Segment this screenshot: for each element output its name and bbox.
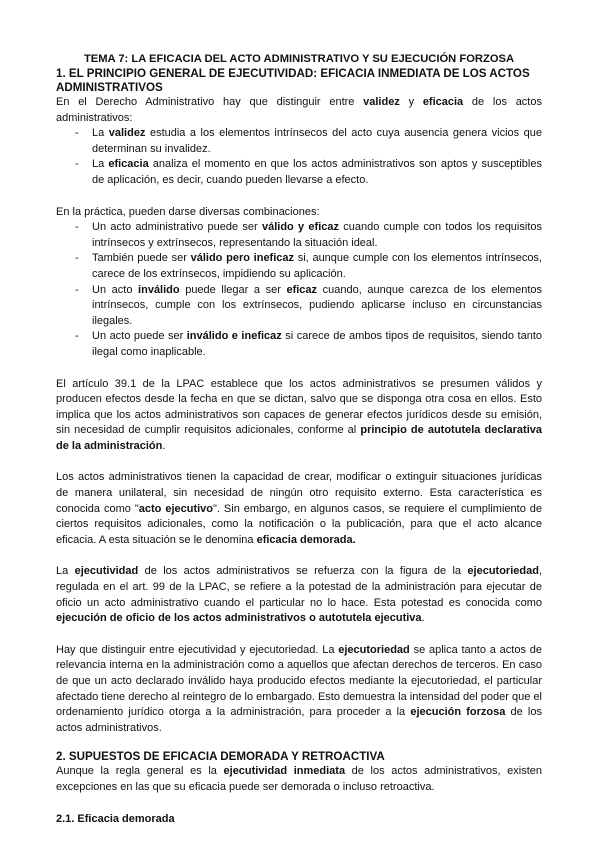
article-39-paragraph: El artículo 39.1 de la LPAC establece que los actos administrativos se presumen válidos y producen efectos desde la fecha en que se dictan, salvo que se disponga otra cosa en ellos. Esto implica que los actos administrativos son capaces de generar efectos jurídicos desde su emisión, sin necesidad de cumplir requisitos adicionales, conforme al principio de autotutela declarativa de la administración.: [56, 377, 542, 452]
combinations-list: [56, 220, 542, 360]
subsection-2-1-heading: 2.1. Eficacia demorada: [56, 812, 175, 825]
list-item: - La validez estudia a los elementos intrínsecos del acto cuya ausencia genera vicios que determinan su invalidez.: [75, 127, 542, 155]
validity-list: [56, 126, 542, 188]
list-item: - Un acto administrativo puede ser válido y eficaz cuando cumple con todos los requisitos intrínsecos y extrínsecos, representando la situación ideal.: [75, 221, 542, 249]
ejecutividad-paragraph: La ejecutividad de los actos administrativos se refuerza con la figura de la ejecutoriedad, regulada en el art. 99 de la LPAC, se refiere a la potestad de la administración para ejecutar de oficio un acto administrativo cuando el particular no lo hace. Esta potestad es conocida como ejecución de oficio de los actos administrativos o autotutela ejecutiva.: [56, 565, 542, 625]
combinations-intro: En la práctica, pueden darse diversas combinaciones:: [56, 205, 320, 218]
section-1-heading: 1. EL PRINCIPIO GENERAL DE EJECUTIVIDAD: EFICACIA INMEDIATA DE LOS ACTOS ADMINISTRATIVOS: [56, 67, 530, 94]
list-item: - Un acto inválido puede llegar a ser eficaz cuando, aunque carezca de los elementos intrínsecos, cumple con los extrínsecos, pudiendo aplicarse incluso en circunstancias ilegales.: [75, 283, 543, 327]
list-item: - También puede ser válido pero ineficaz si, aunque cumple con los elementos intrínsecos, carece de los extrínsecos, impidiendo su aplicación.: [75, 252, 542, 280]
ejecutoriedad-paragraph: Hay que distinguir entre ejecutividad y ejecutoriedad. La ejecutoriedad se aplica tanto a actos de relevancia interna en la administración como a aquellos que afectan derechos de terceros. En caso de que un acto declarado inválido haya producido efectos mediante la ejecutoriedad, el particular afectado tiene derecho al reintegro de lo embargado. Esto demuestra la intensidad del poder que el ordenamiento jurídico otorga a la administración, para proceder a la ejecución forzosa de los actos administrativos.: [56, 643, 542, 734]
intro-paragraph: En el Derecho Administrativo hay que distinguir entre validez y eficacia de los actos administrativos:: [56, 96, 542, 124]
document-title: TEMA 7: LA EFICACIA DEL ACTO ADMINISTRATIVO Y SU EJECUCIÓN FORZOSA: [83, 53, 515, 65]
section-2-intro: Aunque la regla general es la ejecutividad inmediata de los actos administrativos, existen excepciones en las que su eficacia puede ser demorada o incluso retroactiva.: [56, 765, 542, 793]
list-item: - La eficacia analiza el momento en que los actos administrativos son aptos y susceptibles de aplicación, es decir, cuando pueden llevarse a efecto.: [75, 158, 542, 186]
document-page: [56, 52, 542, 826]
list-item: - Un acto puede ser inválido e ineficaz si carece de ambos tipos de requisitos, siendo tanto ilegal como inaplicable.: [75, 330, 543, 358]
acto-ejecutivo-paragraph: Los actos administrativos tienen la capacidad de crear, modificar o extinguir situaciones jurídicas de manera unilateral, sin necesidad de ningún otro requisito externo. Esta característica es conocida como "acto ejecutivo". Sin embargo, en algunos casos, se requiere el cumplimiento de ciertos requisitos adicionales, como la notificación o la publicación, para que el acto alcance eficacia. A esta situación se le denomina eficacia demorada.: [56, 471, 543, 546]
section-2-heading: 2. SUPUESTOS DE EFICACIA DEMORADA Y RETROACTIVA: [56, 750, 385, 764]
